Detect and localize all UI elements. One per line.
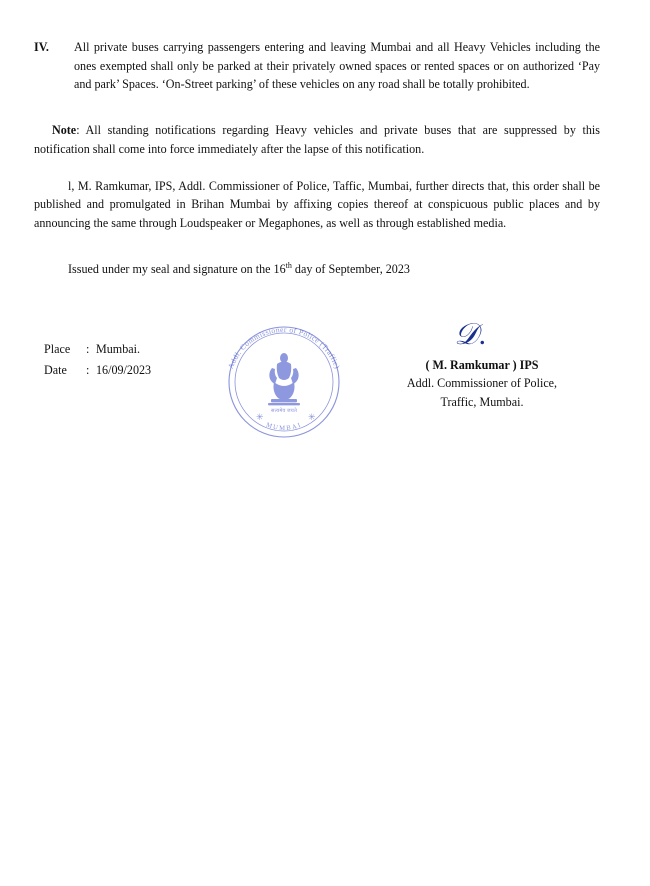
place-value: Mumbai. bbox=[96, 341, 141, 356]
stamp-outer-text: Addl. Commissioner of Police (Traffic) bbox=[226, 324, 342, 370]
issued-prefix: Issued under my seal and signature on the 16 bbox=[68, 261, 286, 276]
document-content bbox=[34, 38, 600, 475]
order-paragraph: l, M. Ramkumar, IPS, Addl. Commissioner of Police, Taffic, Mumbai, further directs that, this order shall be published and promulgated in Brihan Mumbai by affixing copies thereof at conspicuous public places and by announcing the same through Loudspeaker or Megaphones, as well as through established media. bbox=[34, 178, 600, 231]
date-label: Date bbox=[44, 362, 67, 377]
official-round-stamp bbox=[214, 320, 354, 442]
national-emblem-icon bbox=[268, 353, 300, 405]
issued-paragraph bbox=[34, 260, 600, 279]
signatory-designation-line1: Addl. Commissioner of Police, bbox=[406, 376, 558, 391]
date-row bbox=[44, 360, 151, 381]
signature-block bbox=[364, 315, 600, 412]
place-date-block bbox=[44, 339, 151, 381]
date-value: 16/09/2023 bbox=[96, 362, 152, 377]
clause-number: IV. bbox=[34, 40, 49, 54]
date-colon: : bbox=[86, 362, 90, 377]
note-paragraph bbox=[34, 121, 600, 158]
signatory-designation-line2: Traffic, Mumbai. bbox=[440, 394, 524, 409]
signature-area bbox=[34, 315, 600, 475]
place-label: Place bbox=[44, 341, 71, 356]
note-text: : All standing notifications regarding Heavy vehicles and private buses that are suppressed by this notification shall come into force immediately after the lapse of this notification. bbox=[34, 123, 600, 156]
place-row bbox=[44, 339, 151, 360]
signatory-name: ( M. Ramkumar ) IPS bbox=[425, 357, 539, 372]
stamp-star-right: ✳ bbox=[308, 411, 316, 422]
clause-text: All private buses carrying passengers entering and leaving Mumbai and all Heavy Vehicles including the ones exempted shall only be parked at their privately owned spaces or rented spaces or on authorized ‘Pay and park’ Spaces. ‘On-Street parking’ of these vehicles on any road shall be totally prohibited. bbox=[74, 40, 600, 92]
clause-iv bbox=[34, 38, 600, 94]
handwritten-signature: 𝒟. bbox=[454, 317, 488, 351]
stamp-star-left: ✳ bbox=[256, 411, 264, 422]
place-colon: : bbox=[86, 341, 90, 356]
stamp-bottom-text: MUMBAI bbox=[265, 421, 303, 432]
note-label: Note bbox=[52, 123, 77, 138]
stamp-emblem-motto: सत्यमेव जयते bbox=[270, 408, 298, 414]
issued-ordinal: th bbox=[285, 260, 292, 270]
issued-suffix: day of September, 2023 bbox=[291, 261, 410, 276]
